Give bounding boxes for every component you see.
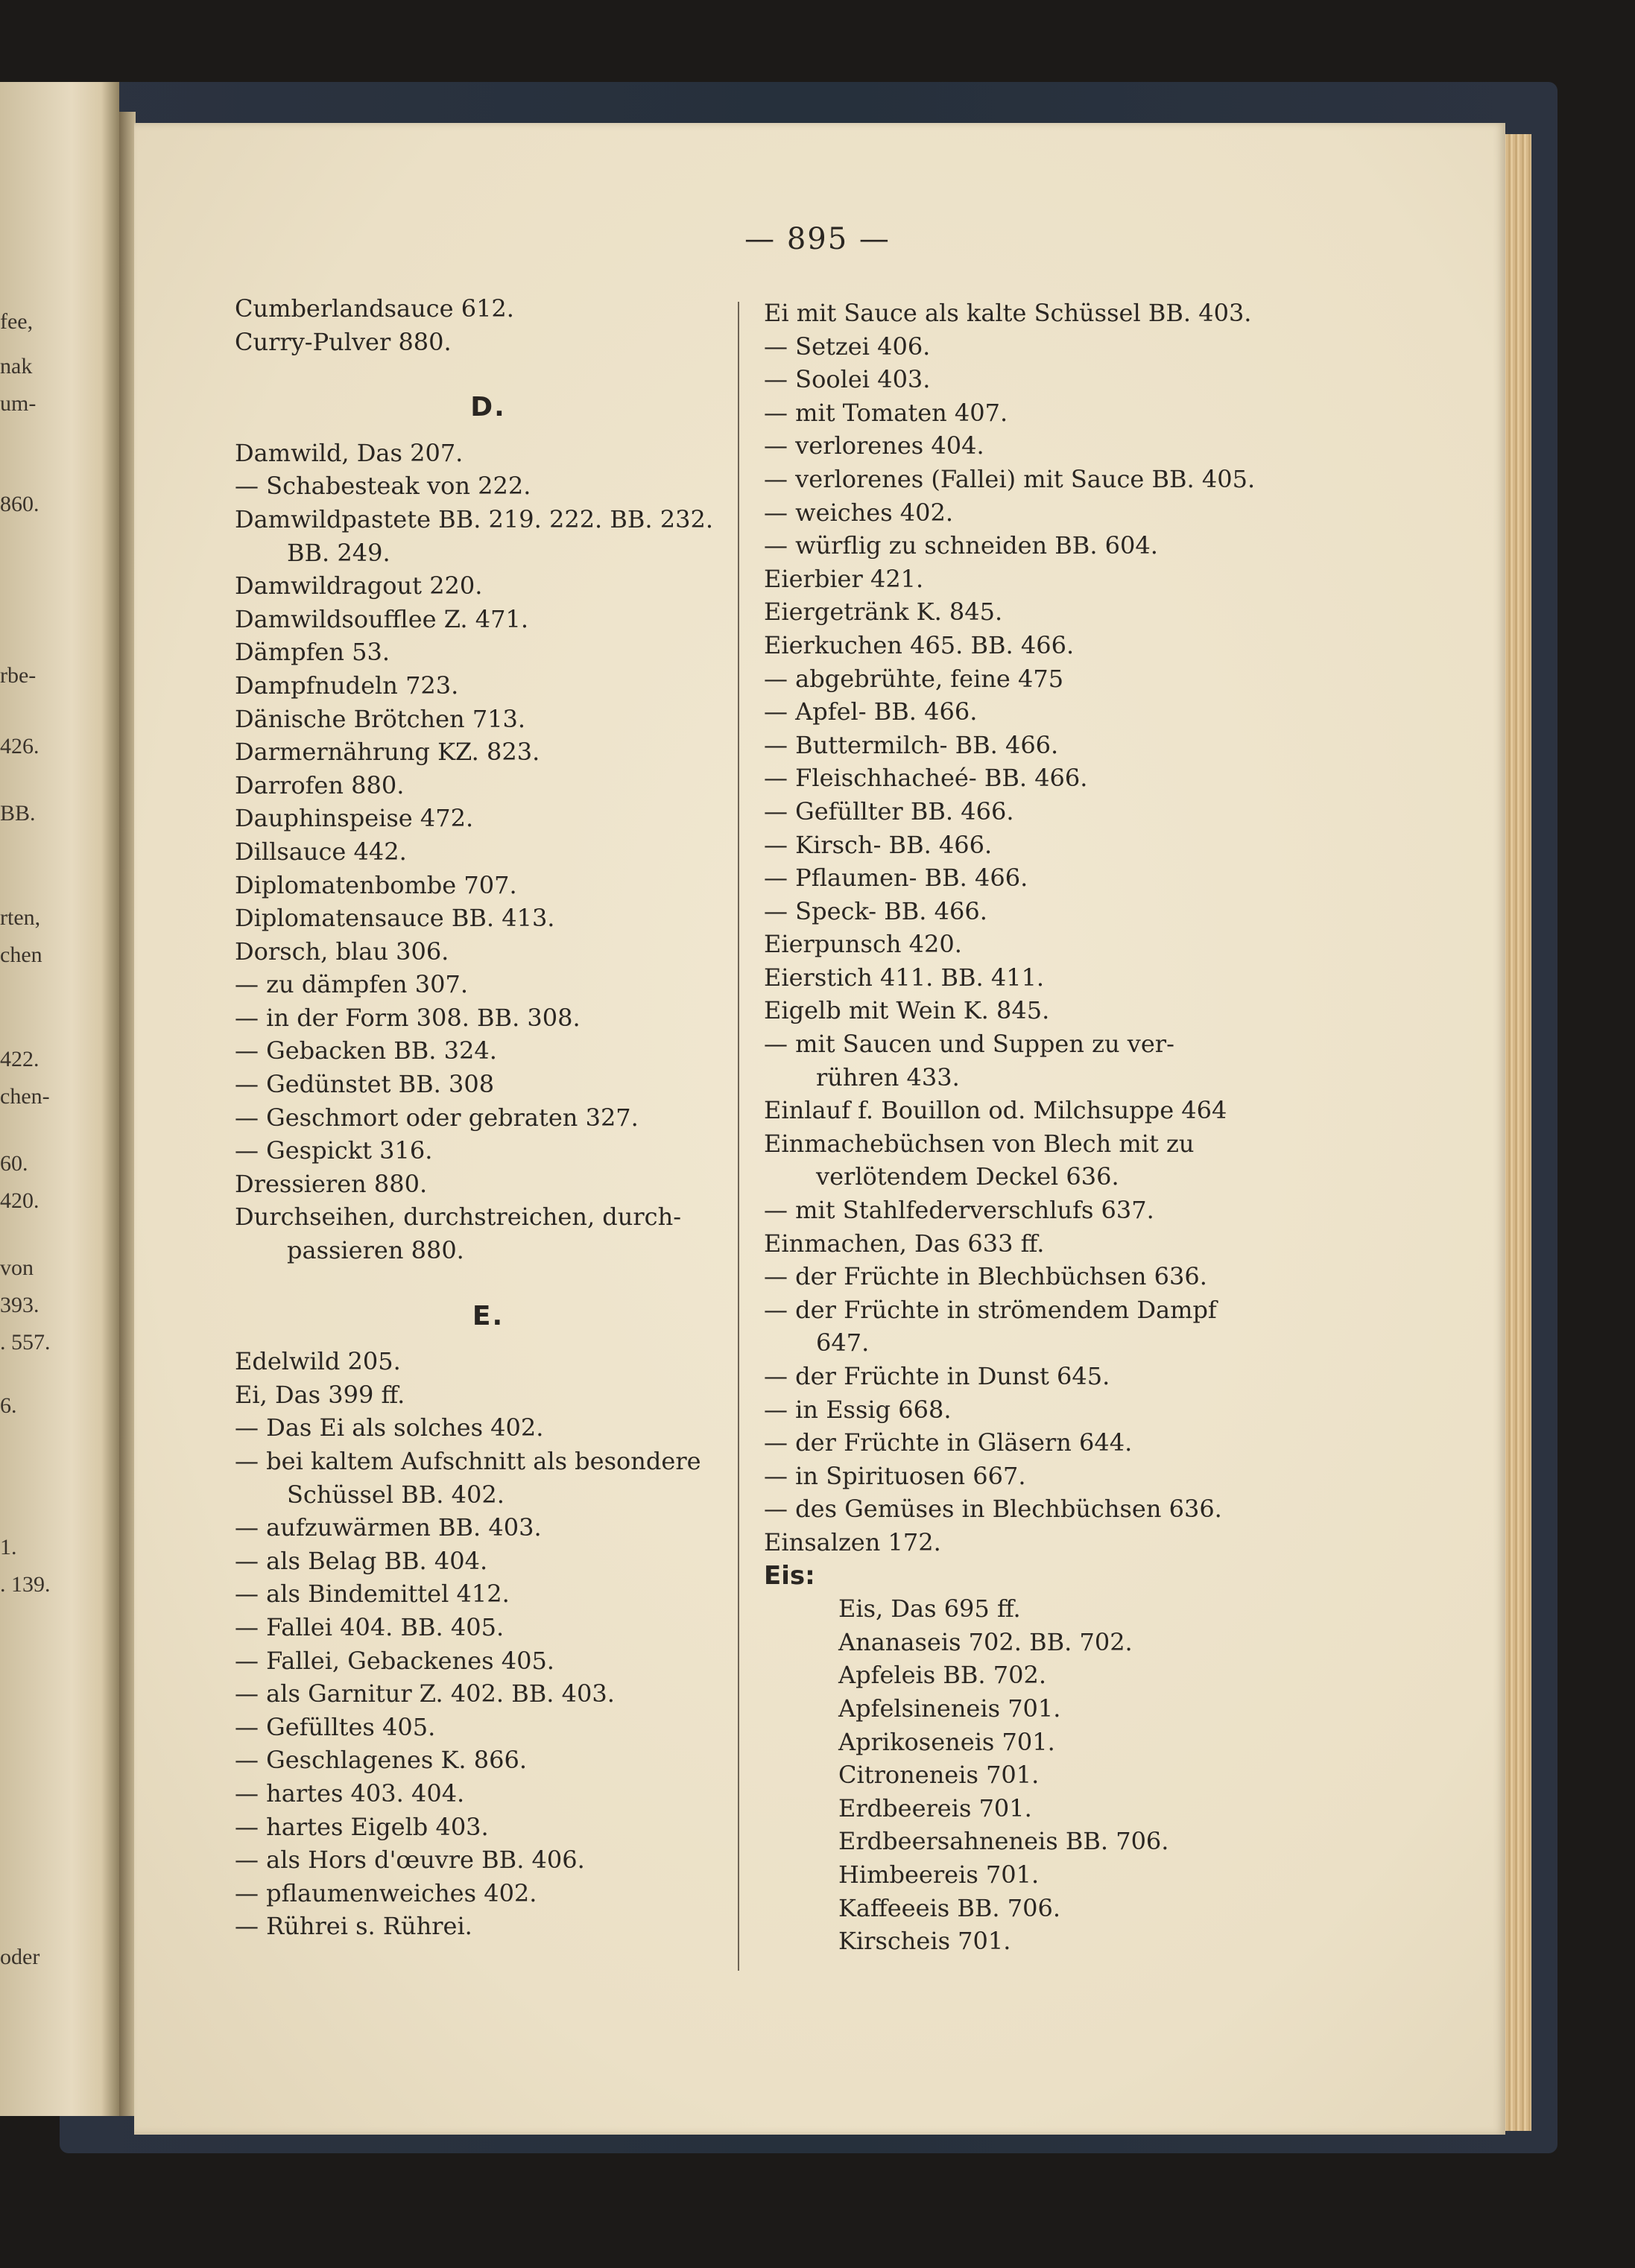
index-entry: — mit Stahlfederverschlufs 637. <box>764 1196 1154 1225</box>
index-entry: Curry-Pulver 880. <box>235 327 452 356</box>
index-entry: — Schabesteak von 222. <box>235 472 531 501</box>
index-entry: Cumberlandsauce 612. <box>235 294 514 323</box>
index-entry: Schüssel BB. 402. <box>287 1480 505 1509</box>
index-entry: Einmachebüchsen von Blech mit zu <box>764 1129 1195 1158</box>
index-entry: — Buttermilch- BB. 466. <box>764 730 1059 759</box>
facing-page-text: 1. <box>0 1535 17 1559</box>
index-entry: — Geschmort oder gebraten 327. <box>235 1103 639 1132</box>
index-entry: Damwildsoufflee Z. 471. <box>235 604 528 633</box>
facing-page-text: 393. <box>0 1293 39 1317</box>
index-entry: Dorsch, blau 306. <box>235 937 449 966</box>
index-entry: Kirscheis 701. <box>838 1927 1011 1956</box>
index-entry: — Apfel- BB. 466. <box>764 697 978 726</box>
facing-page-text: 422. <box>0 1047 39 1071</box>
index-entry: Dampfnudeln 723. <box>235 671 459 700</box>
index-entry: Erdbeereis 701. <box>838 1793 1032 1822</box>
index-entry: — Rührei s. Rührei. <box>235 1912 472 1941</box>
facing-page-text: 60. <box>0 1151 28 1176</box>
facing-page-text: nak <box>0 354 33 378</box>
index-entry: — Gedünstet BB. 308 <box>235 1070 495 1099</box>
index-entry: Darrofen 880. <box>235 770 405 799</box>
index-entry: — verlorenes (Fallei) mit Sauce BB. 405. <box>764 464 1256 493</box>
index-entry: rühren 433. <box>816 1062 960 1092</box>
index-entry: Ei mit Sauce als kalte Schüssel BB. 403. <box>764 299 1252 327</box>
index-entry: — in Spirituosen 667. <box>764 1461 1026 1490</box>
index-entry: — weiches 402. <box>764 498 954 527</box>
facing-page-text: fee, <box>0 309 34 334</box>
index-entry: Erdbeersahneneis BB. 706. <box>838 1827 1169 1856</box>
index-entry: Dillsauce 442. <box>235 837 407 866</box>
index-entry: Dauphinspeise 472. <box>235 804 474 833</box>
index-entry: Diplomatenbombe 707. <box>235 870 517 899</box>
index-entry: Ananaseis 702. BB. 702. <box>838 1627 1133 1656</box>
index-entry: — in der Form 308. BB. 308. <box>235 1003 581 1032</box>
facing-page-text: 860. <box>0 492 39 516</box>
index-entry: 647. <box>816 1328 870 1358</box>
index-entry: — Das Ei als solches 402. <box>235 1413 544 1442</box>
index-entry: Damwildpastete BB. 219. 222. BB. 232. <box>235 504 714 533</box>
index-entry: — als Hors d'œuvre BB. 406. <box>235 1846 585 1875</box>
index-entry: — Gefülltes 405. <box>235 1712 436 1741</box>
index-entry: — als Garnitur Z. 402. BB. 403. <box>235 1679 615 1708</box>
index-entry: — der Früchte in Dunst 645. <box>764 1362 1110 1390</box>
index-entry: verlötendem Deckel 636. <box>816 1162 1119 1191</box>
section-heading-e: E. <box>472 1300 505 1331</box>
index-entry: Eierkuchen 465. BB. 466. <box>764 630 1075 659</box>
index-entry: — der Früchte in Gläsern 644. <box>764 1428 1133 1457</box>
index-entry: — als Belag BB. 404. <box>235 1546 488 1575</box>
index-entry: — Setzei 406. <box>764 332 931 361</box>
index-entry: Eigelb mit Wein K. 845. <box>764 996 1050 1025</box>
index-entry: — Pflaumen- BB. 466. <box>764 864 1028 893</box>
book-gutter <box>119 112 136 2116</box>
facing-page-text: BB. <box>0 801 36 826</box>
index-entry: Dämpfen 53. <box>235 638 390 667</box>
index-entry: Eis, Das 695 ff. <box>838 1594 1021 1624</box>
index-entry: — Gebacken BB. 324. <box>235 1036 497 1065</box>
facing-page-text: 6. <box>0 1393 17 1418</box>
index-entry: Eierstich 411. BB. 411. <box>764 963 1045 992</box>
facing-page-fragment <box>0 82 119 2116</box>
index-entry: Damwildragout 220. <box>235 571 483 601</box>
facing-page-text: rten, <box>0 905 41 930</box>
page-number: — 895 — <box>744 222 891 256</box>
index-entry: — Fleischhacheé- BB. 466. <box>764 764 1088 793</box>
index-entry: Eierpunsch 420. <box>764 930 962 959</box>
index-entry: — Kirsch- BB. 466. <box>764 830 993 859</box>
index-entry: — der Früchte in strömendem Dampf <box>764 1295 1217 1324</box>
index-entry: Dänische Brötchen 713. <box>235 704 526 733</box>
index-entry: passieren 880. <box>287 1236 464 1265</box>
index-entry: Damwild, Das 207. <box>235 438 464 467</box>
index-entry: — zu dämpfen 307. <box>235 970 469 999</box>
index-entry: — aufzuwärmen BB. 403. <box>235 1513 542 1542</box>
index-entry: Apfelsineneis 701. <box>838 1694 1061 1723</box>
facing-page-text: 420. <box>0 1188 39 1213</box>
index-entry: Durchseihen, durchstreichen, durch- <box>235 1203 682 1232</box>
index-entry: — Geschlagenes K. 866. <box>235 1746 527 1775</box>
index-entry: Einlauf f. Bouillon od. Milchsuppe 464 <box>764 1096 1227 1125</box>
index-entry: — des Gemüses in Blechbüchsen 636. <box>764 1495 1222 1524</box>
index-entry: — pflaumenweiches 402. <box>235 1878 537 1907</box>
facing-page-text: . 557. <box>0 1330 51 1355</box>
facing-page-text: chen- <box>0 1084 50 1109</box>
index-entry: Diplomatensauce BB. 413. <box>235 904 555 933</box>
index-entry: Einmachen, Das 633 ff. <box>764 1229 1045 1258</box>
index-entry: — Speck- BB. 466. <box>764 896 987 925</box>
index-entry: Ei, Das 399 ff. <box>235 1380 405 1409</box>
index-entry: — Gefüllter BB. 466. <box>764 796 1014 826</box>
index-column-right <box>764 297 1285 1958</box>
index-entry: Himbeereis 701. <box>838 1860 1040 1889</box>
index-entry: — in Essig 668. <box>764 1395 952 1424</box>
facing-page-text: rbe- <box>0 663 37 688</box>
index-entry: Edelwild 205. <box>235 1347 401 1376</box>
index-entry: Apfeleis BB. 702. <box>838 1661 1046 1690</box>
index-entry: Eierbier 421. <box>764 564 924 593</box>
facing-page-text: um- <box>0 391 37 416</box>
index-entry: — würflig zu schneiden BB. 604. <box>764 531 1158 560</box>
index-entry: — Gespickt 316. <box>235 1136 433 1165</box>
index-entry: — hartes Eigelb 403. <box>235 1812 489 1841</box>
facing-page-text: chen <box>0 943 42 967</box>
index-entry: — bei kaltem Aufschnitt als besondere <box>235 1447 701 1475</box>
index-entry: Eiergetränk K. 845. <box>764 598 1003 627</box>
facing-page-text: 426. <box>0 734 39 758</box>
index-entry: Einsalzen 172. <box>764 1527 941 1556</box>
index-entry: — mit Saucen und Suppen zu ver- <box>764 1030 1174 1059</box>
index-entry: Dressieren 880. <box>235 1169 428 1198</box>
index-entry: BB. 249. <box>287 538 390 567</box>
index-column-left <box>235 292 741 1943</box>
index-entry: Aprikoseneis 701. <box>838 1727 1055 1756</box>
index-entry: — Fallei, Gebackenes 405. <box>235 1646 554 1675</box>
index-entry: Citroneneis 701. <box>838 1761 1040 1790</box>
section-heading-eis: Eis: <box>764 1560 815 1591</box>
index-entry: — hartes 403. 404. <box>235 1778 465 1808</box>
facing-page-text: . 139. <box>0 1572 51 1597</box>
facing-page-text: von <box>0 1255 34 1280</box>
index-entry: — abgebrühte, feine 475 <box>764 664 1064 693</box>
section-heading-d: D. <box>470 392 506 423</box>
index-entry: — der Früchte in Blechbüchsen 636. <box>764 1262 1207 1291</box>
index-entry: — mit Tomaten 407. <box>764 398 1008 427</box>
index-entry: Kaffeeeis BB. 706. <box>838 1893 1060 1922</box>
index-entry: — Soolei 403. <box>764 365 931 394</box>
index-entry: — Fallei 404. BB. 405. <box>235 1612 505 1641</box>
facing-page-text: oder <box>0 1945 40 1969</box>
index-entry: Darmernährung KZ. 823. <box>235 738 540 767</box>
index-entry: — verlorenes 404. <box>764 431 984 460</box>
index-entry: — als Bindemittel 412. <box>235 1580 510 1609</box>
